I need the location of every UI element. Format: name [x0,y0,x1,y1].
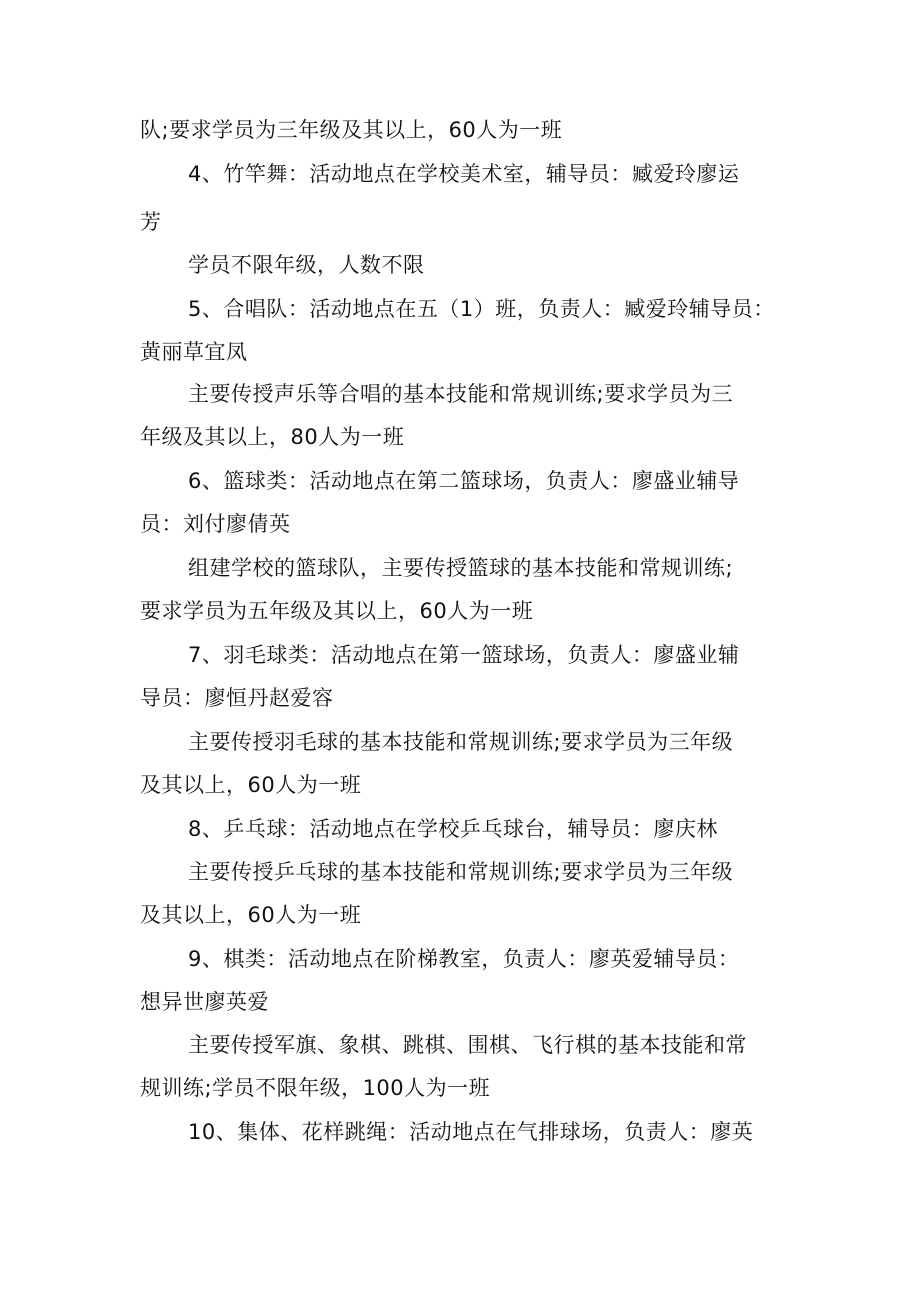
text-line: 及其以上，60人为一班 [140,903,362,927]
text-line: 主要传授羽毛球的基本技能和常规训练;要求学员为三年级 [188,730,734,754]
text-line: 组建学校的篮球队，主要传授篮球的基本技能和常规训练; [188,556,734,580]
text-line: 要求学员为五年级及其以上，60人为一班 [140,599,534,623]
text-line: 芳 [140,210,162,234]
text-line: 8、乒乓球：活动地点在学校乒乓球台，辅导员：廖庆林 [188,817,718,841]
text-line: 及其以上，60人为一班 [140,773,362,797]
text-line: 10、集体、花样跳绳：活动地点在气排球场，负责人：廖英 [188,1120,754,1144]
text-line: 年级及其以上，80人为一班 [140,425,405,449]
text-line: 员：刘付廖倩英 [140,512,291,536]
text-line: 黄丽草宜凤 [140,340,248,364]
text-line: 队;要求学员为三年级及其以上，60人为一班 [140,118,563,142]
text-line: 主要传授声乐等合唱的基本技能和常规训练;要求学员为三 [188,382,734,406]
text-line: 5、合唱队：活动地点在五（1）班，负责人：臧爱玲辅导员： [188,297,775,321]
text-line: 6、篮球类：活动地点在第二篮球场，负责人：廖盛业辅导 [188,469,740,493]
text-line: 导员：廖恒丹赵爱容 [140,686,334,710]
text-line: 想异世廖英爱 [140,990,269,1014]
text-line: 主要传授乒乓球的基本技能和常规训练;要求学员为三年级 [188,860,734,884]
text-line: 主要传授军旗、象棋、跳棋、围棋、飞行棋的基本技能和常 [188,1033,747,1057]
text-line: 规训练;学员不限年级，100人为一班 [140,1076,491,1100]
text-line: 7、羽毛球类：活动地点在第一篮球场，负责人：廖盛业辅 [188,643,740,667]
text-line: 9、棋类：活动地点在阶梯教室，负责人：廖英爱辅导员： [188,947,740,971]
text-line: 4、竹竿舞：活动地点在学校美术室，辅导员：臧爱玲廖运 [188,162,740,186]
text-line: 学员不限年级，人数不限 [188,253,425,277]
